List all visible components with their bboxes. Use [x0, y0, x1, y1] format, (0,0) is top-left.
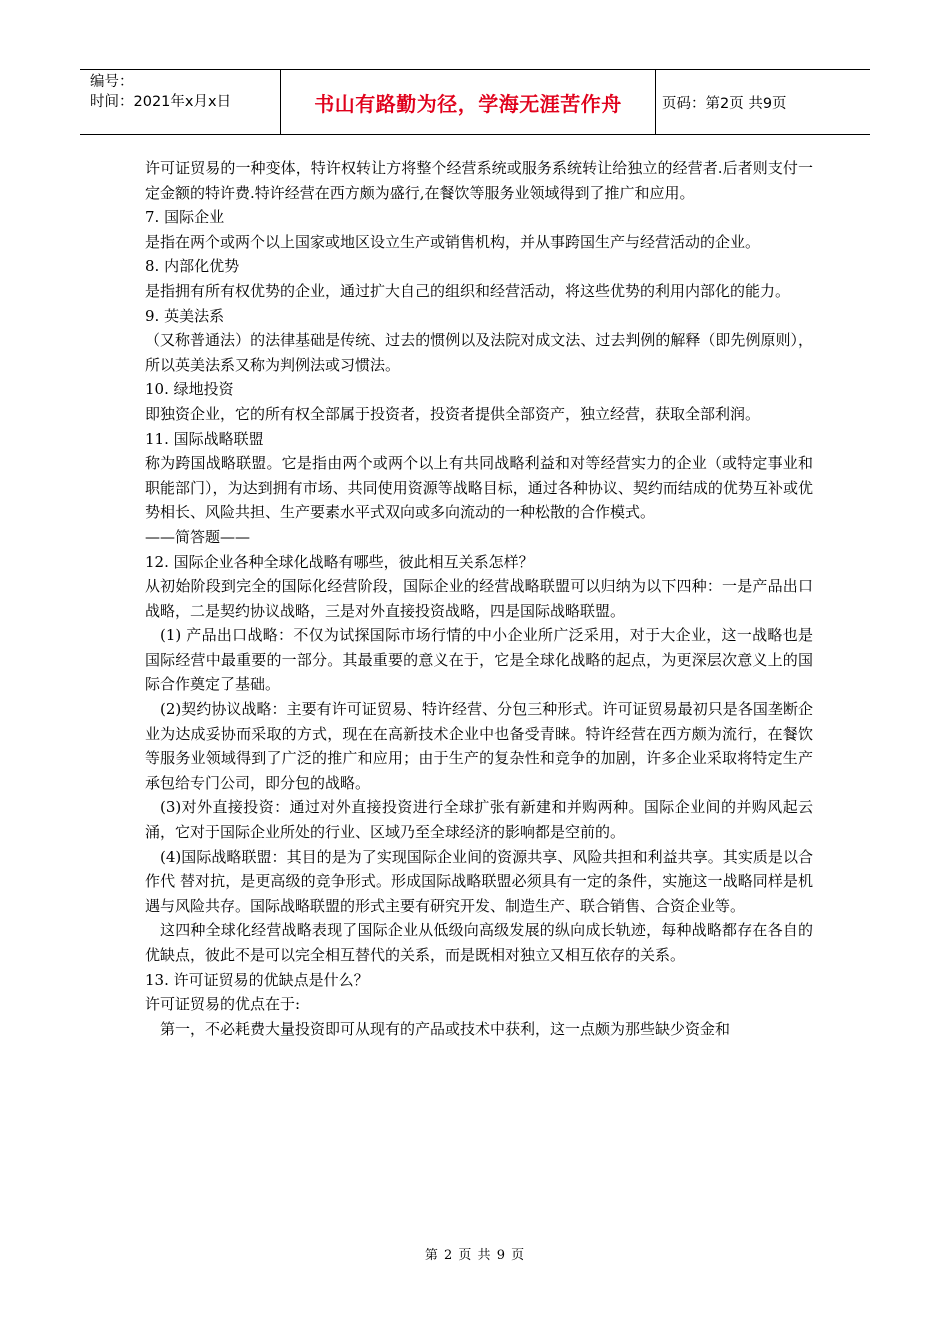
body-paragraph: 12. 国际企业各种全球化战略有哪些，彼此相互关系怎样？ [145, 552, 534, 571]
body-paragraph: 即独资企业，它的所有权全部属于投资者，投资者提供全部资产，独立经营，获取全部利润。 [145, 404, 761, 423]
body-paragraph: 是指拥有所有权优势的企业，通过扩大自己的组织和经营活动，将这些优势的利用内部化的能力。 [145, 281, 791, 300]
body-paragraph: 13. 许可证贸易的优缺点是什么？ [145, 970, 369, 989]
body-paragraph: 从初始阶段到完全的国际化经营阶段，国际企业的经营战略联盟可以归纳为以下四种：一是产品出口战略，二是契约协议战略，三是对外直接投资战略，四是国际战略联盟。 [145, 577, 813, 620]
header-motto: 书山有路勤为径，学海无涯苦作舟 [280, 70, 656, 134]
body-paragraph: 7. 国际企业 [145, 208, 225, 227]
body-paragraph: ——简答题—— [145, 527, 251, 546]
page-header [80, 69, 870, 135]
body-paragraph: 11. 国际战略联盟 [145, 429, 264, 448]
body-paragraph: 许可证贸易的优点在于: [145, 995, 301, 1014]
body-paragraph: 是指在两个或两个以上国家或地区设立生产或销售机构，并从事跨国生产与经营活动的企业。 [145, 232, 761, 251]
page-footer: 第 2 页 共 9 页 [424, 1248, 526, 1263]
document-date: 时间：2021年x月x日 [90, 94, 232, 110]
body-paragraph: (4)国际战略联盟：其目的是为了实现国际企业间的资源共享、风险共担和利益共享。其实质是以合作代 替对抗，是更高级的竞争形式。形成国际战略联盟必须具有一定的条件，实施这一战略同样是机遇与风险共存。国际战略联盟的形式主要有研究开发、制造生产、联合销售、合资企业等。 [145, 847, 813, 915]
body-paragraph: 9. 英美法系 [145, 306, 225, 325]
document-number-label: 编号： [90, 74, 134, 90]
body-paragraph: 10. 绿地投资 [145, 380, 234, 399]
body-paragraph: 称为跨国战略联盟。它是指由两个或两个以上有共同战略利益和对等经营实力的企业（或特定事业和职能部门），为达到拥有市场、共同使用资源等战略目标，通过各种协议、契约而结成的优势互补或优势相长、风险共担、生产要素水平式双向或多向流动的一种松散的合作模式。 [145, 454, 813, 522]
body-paragraph: （又称普通法）的法律基础是传统、过去的惯例以及法院对成文法、过去判例的解释（即先例原则），所以英美法系又称为判例法或习惯法。 [145, 331, 813, 374]
body-paragraph: (2)契约协议战略：主要有许可证贸易、特许经营、分包三种形式。许可证贸易最初只是各国垄断企业为达成妥协而采取的方式，现在在高新技术企业中也备受青睐。特许经营在西方颇为流行，在餐饮等服务业领域得到了广泛的推广和应用；由于生产的复杂性和竞争的加剧，许多企业采取将特定生产承包给专门公司，即分包的战略。 [145, 700, 813, 792]
body-paragraph: (1) 产品出口战略：不仅为试探国际市场行情的中小企业所广泛采用，对于大企业，这一战略也是国际经营中最重要的一部分。其最重要的意义在于，它是全球化战略的起点，为更深层次意义上的国际合作奠定了基础。 [145, 626, 813, 694]
header-page-info: 页码：第2页 共9页 [662, 95, 787, 112]
header-meta [80, 70, 280, 134]
body-paragraph: 第一，不必耗费大量投资即可从现有的产品或技术中获利，这一点颇为那些缺少资金和 [160, 1019, 731, 1038]
body-paragraph: 许可证贸易的一种变体，特许权转让方将整个经营系统或服务系统转让给独立的经营者.后者则支付一定金额的特许费.特许经营在西方颇为盛行,在餐饮等服务业领域得到了推广和应用。 [145, 159, 813, 202]
body-paragraph: (3)对外直接投资：通过对外直接投资进行全球扩张有新建和并购两种。国际企业间的并购风起云涌，它对于国际企业所处的行业、区域乃至全球经济的影响都是空前的。 [145, 798, 813, 842]
body-paragraph: 8. 内部化优势 [145, 257, 240, 276]
body-paragraph: 这四种全球化经营战略表现了国际企业从低级向高级发展的纵向成长轨迹，每种战略都存在各自的优缺点，彼此不是可以完全相互替代的关系，而是既相对独立又相互依存的关系。 [145, 921, 813, 964]
document-body [145, 156, 813, 1041]
